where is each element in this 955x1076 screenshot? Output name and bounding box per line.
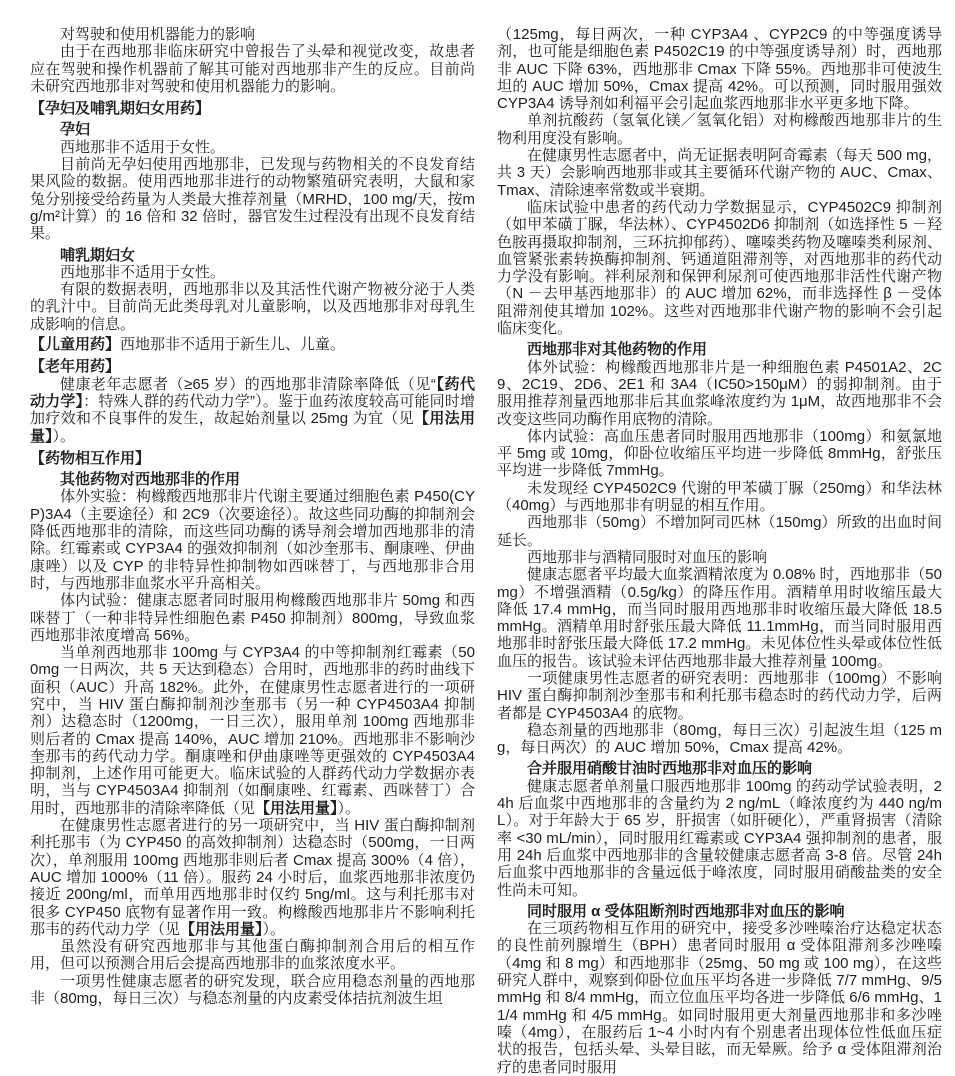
paragraph: 体内试验：高血压患者同时服用西地那非（100mg）和氨氯地平 5mg 或 10mg，仰卧位收缩压平均进一步降低 8mmHg，舒张压平均进一步降低 7mmHg。 [497,427,942,480]
paragraph: 有限的数据表明，西地那非以及其活性代谢产物被分泌于人类的乳汁中。目前尚无此类母乳对儿童影响，以及西地那非对母乳生成影响的信息。 [30,281,475,333]
paragraph: 由于在西地那非临床研究中曾报告了头晕和视觉改变，故患者应在驾驶和操作机器前了解其可能对西地那非产生的反应。目前尚未研究西地那非对驾驶和使用机器能力的影响。 [30,43,475,95]
section-heading: 合并服用硝酸甘油时西地那非对血压的影响 [527,760,813,778]
paragraph: 体内试验：健康志愿者同时服用枸橼酸西地那非片 50mg 和西咪替丁（一种非特异性细胞色素 P450 抑制剂）800mg，导致血浆西地那非浓度增高 56%。 [30,592,475,644]
paragraph: 在健康男性志愿者进行的另一项研究中，当 HIV 蛋白酶抑制剂利托那韦（为 CYP450 的高效抑制剂）达稳态时（500mg，一日两次），单剂服用 100mg 西地那非则后者 Cmax 提高 300%（4 倍），AUC 增加 1000%（11 倍）。服药 24 小时后，血浆西地那非浓度仍接近 200ng/ml，而单用西地那非时仅约 5ng/ml。这与利托那韦对很多 CYP450 底物有显著作用一致。枸橼酸西地那非片不影响利托那韦的药代动力学（见【用法用量】）。 [30,817,475,938]
right-column [497,26,942,1076]
paragraph: 在三项药物相互作用的研究中，接受多沙唑嗪治疗达稳定状态的良性前列腺增生（BPH）患者同时服用 α 受体阻滞剂多沙唑嗪（4mg 和 8 mg）和西地那非（25mg、50 mg 或 100 mg），在这些研究人群中，观察到仰卧位血压平均各进一步降低 7/7 mmHg、9/5 mmHg 和 8/4 mmHg，而立位血压平均各进一步降低 6/6 mmHg、11/4 mmHg 和 4/5 mmHg。如同时服用更大剂量西地那非和多沙唑嗪（4mg），在服药后 1~4 小时内有个别患者出现体位性低血压症状的报告，包括头晕、头晕目眩，而无晕厥。给予 α 受体阻滞剂治疗的患者同时服用 [497,920,942,1076]
paragraph: 稳态剂量的西地那非（80mg，每日三次）引起波生坦（125 mg，每日两次）的 AUC 增加 50%，Cmax 提高 42%。 [497,721,942,757]
paragraph: 目前尚无孕妇使用西地那非，已发现与药物相关的不良发育结果风险的数据。使用西地那非进行的动物繁殖研究表明，大鼠和家兔分别接受给药量为人类最大推荐剂量（MRHD，100 mg/天，按mg/m²计算）的 16 倍和 32 倍时，器官发生过程没有出现不良发育结果。 [30,156,475,243]
paragraph: 西地那非不适用于女性。 [60,138,226,156]
section-heading: 西地那非对其他药物的作用 [527,341,708,359]
paragraph: 未发现经 CYP4502C9 代谢的甲苯磺丁脲（250mg）和华法林（40mg）与西地那非有明显的相互作用。 [497,479,942,515]
paragraph: 体外试验：枸橼酸西地那非片是一种细胞色素 P4501A2、2C9、2C19、2D6、2E1 和 3A4（IC50>150μM）的弱抑制剂。由于服用推荐剂量西地那非后其血浆峰浓度约为 1μM，故西地那非不会改变这些同功酶作用底物的清除。 [497,358,942,428]
paragraph: 西地那非（50mg）不增加阿司匹林（150mg）所致的出血时间延长。 [497,514,942,549]
section-heading: 其他药物对西地那非的作用 [60,471,241,489]
section-heading: 哺乳期妇女 [60,246,136,264]
paragraph: 在健康男性志愿者中，尚无证据表明阿奇霉素（每天 500 mg，共 3 天）会影响西地那非或其主要循环代谢产物的 AUC、Cmax、Tmax、清除速率常数或半衰期。 [497,147,942,199]
paragraph: 健康老年志愿者（≥65 岁）的西地那非清除率降低（见“【药代动力学】：特殊人群的药代动力学”）。鉴于血药浓度较高可能同时增加疗效和不良事件的发生，故起始剂量以 25mg 为宜（见【用法用量】）。 [30,375,475,445]
section-heading: 【药物相互作用】 [30,449,151,467]
section-heading: 【儿童用药】西地那非不适用于新生儿、儿童。 [30,336,346,354]
paragraph: 一项健康男性志愿者的研究表明：西地那非（100mg）不影响 HIV 蛋白酶抑制剂沙奎那韦和利托那韦稳态时的药代动力学，后两者都是 CYP4503A4 的底物。 [497,669,942,722]
paragraph: 体外实验：枸橼酸西地那非片代谢主要通过细胞色素 P450(CYP)3A4（主要途径）和 2C9（次要途径）。故这些同功酶的抑制剂会降低西地那非的清除，而这些同功酶的诱导剂会增加西地那非的清除。红霉素或 CYP3A4 的强效抑制剂（如沙奎那韦、酮康唑、伊曲康唑）以及 CYP 的非特异性抑制物如西咪替丁，与西地那非合用时，与西地那非血浆水平升高相关。 [30,488,475,592]
section-heading: 孕妇 [60,121,91,139]
paragraph: 对驾驶和使用机器能力的影响 [60,26,256,43]
paragraph: 单剂抗酸药（氢氧化镁／氢氧化铝）对枸橼酸西地那非片的生物利用度没有影响。 [497,112,942,147]
paragraph: 一项男性健康志愿者的研究发现，联合应用稳态剂量的西地那非（80mg，每日三次）与稳态剂量的内皮素受体拮抗剂波生坦 [30,972,475,1008]
section-heading: 同时服用 α 受体阻断剂时西地那非对血压的影响 [527,902,845,920]
paragraph: 虽然没有研究西地那非与其他蛋白酶抑制剂合用后的相互作用，但可以预测合用后会提高西地那非的血浆浓度水平。 [30,938,475,973]
paragraph: 健康志愿者平均最大血浆酒精浓度为 0.08% 时，西地那非（50mg）不增强酒精（0.5g/kg）的降压作用。酒精单用时收缩压最大降低 17.4 mmHg，而当同时服用西地那非时收缩压最大降低 18.5 mmHg。酒精单用时舒张压最大降低 11.1mmHg，而当同时服用西地那非时舒张压最大降低 17.2 mmHg。未见体位性头晕或体位性低血压的报告。该试验未评估西地那非最大推荐剂量 100mg。 [497,566,942,670]
paragraph: 当单剂西地那非 100mg 与 CYP3A4 的中等抑制剂红霉素（500mg 一日两次，共 5 天达到稳态）合用时，西地那非的药时曲线下面积（AUC）升高 182%。此外，在健康男性志愿者进行的一项研究中，当 HIV 蛋白酶抑制剂沙奎那韦（另一种 CYP4503A4 抑制剂）达稳态时（1200mg，一日三次），服用单剂 100mg 西地那非则后者的 Cmax 提高 140%，AUC 增加 210%。西地那非不影响沙奎那韦的药代动力学。酮康唑和伊曲康唑等更强效的 CYP4503A4 抑制剂，上述作用可能更大。临床试验的人群药代动力学数据亦表明，当与 CYP4503A4 抑制剂（如酮康唑、红霉素、西咪替丁）合用时，西地那非的清除率降低（见【用法用量】）。 [30,644,475,817]
paragraph: 临床试验中患者的药代动力学数据显示，CYP4502C9 抑制剂（如甲苯磺丁脲，华法林）、CYP4502D6 抑制剂（如选择性 5 －羟色胺再摄取抑制剂，三环抗抑郁药）、噻嗪类药物及噻嗪类利尿剂、血管紧张素转换酶抑制剂、钙通道阻滞剂等，对西地那非的药代动力学没有影响。袢利尿剂和保钾利尿剂可使西地那非活性代谢产物（N －去甲基西地那非）的 AUC 增加 62%，而非选择性 β －受体阻滞剂使其增加 102%。这些对西地那非代谢产物的影响不会引起临床变化。 [497,198,942,338]
left-column [30,26,475,1014]
paragraph: 西地那非不适用于女性。 [60,263,226,281]
paragraph: 健康志愿者单剂量口服西地那非 100mg 的药动学试验表明，24h 后血浆中西地那非的含量约为 2 ng/mL（峰浓度约为 440 ng/mL）。对于年龄大于 65 岁，肝损害（如肝硬化），严重肾损害（清除率 <30 mL/min），同时服用红霉素或 CYP3A4 强抑制剂的患者，服用 24h 后血浆中西地那非的含量较健康志愿者高 3-8 倍。尽管 24h 后血浆中西地那非的含量远低于峰浓度，同时服用硝酸盐类的安全性尚未可知。 [497,777,942,899]
paragraph: （125mg，每日两次，一种 CYP3A4 、CYP2C9 的中等强度诱导剂，也可能是细胞色素 P4502C19 的中等强度诱导剂）时，西地那非 AUC 下降 63%，西地那非 Cmax 下降 55%。西地那非可使波生坦的 AUC 增加 50%，Cmax 提高 42%。可以预测，同时服用强效 CYP3A4 诱导剂如利福平会引起血浆西地那非水平更多地下降。 [497,26,942,113]
section-heading: 【老年用药】 [30,358,121,376]
section-heading: 【孕妇及哺乳期妇女用药】 [30,100,211,118]
paragraph: 西地那非与酒精同服时对血压的影响 [527,548,768,566]
